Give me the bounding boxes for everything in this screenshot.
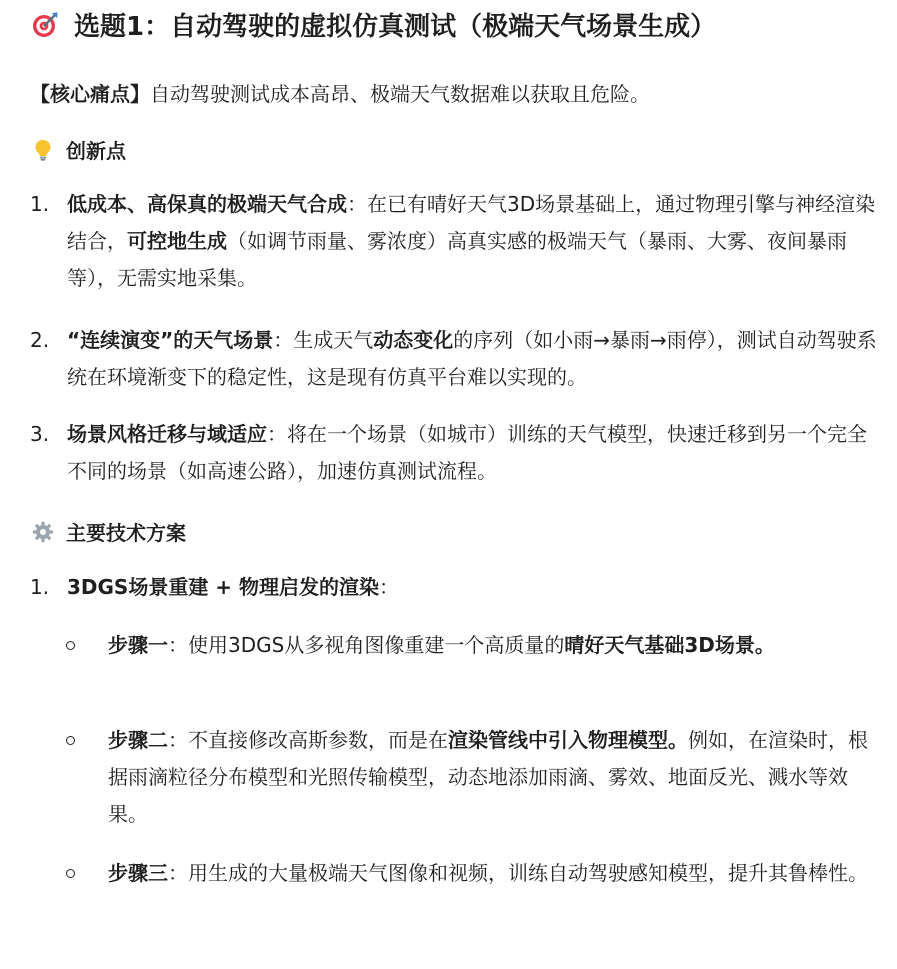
step-text: ：用生成的大量极端天气图像和视频，训练自动驾驶感知模型，提升其鲁棒性。 <box>168 861 868 885</box>
item-text: 的序列（如小雨→暴雨→雨停），测试自动驾驶系统在环境渐变下的稳定性，这是现有仿真平台难以实现的。 <box>67 328 877 389</box>
target-icon <box>30 10 60 40</box>
step-text: ：不直接修改高斯参数，而是在 <box>168 728 448 752</box>
step-item <box>66 627 877 664</box>
hollow-bullet-icon <box>66 736 75 745</box>
list-item <box>30 416 877 490</box>
item-bold-text: 3DGS场景重建 + 物理启发的渲染 <box>67 575 380 599</box>
step-label: 步骤一 <box>108 633 168 657</box>
step-bold-text: 渲染管线中引入物理模型。 <box>448 728 688 752</box>
hollow-bullet-icon <box>66 869 75 878</box>
innovation-heading <box>32 135 126 164</box>
pain-point-text: 自动驾驶测试成本高昂、极端天气数据难以获取且危险。 <box>150 82 650 106</box>
pain-point-paragraph <box>30 78 650 107</box>
lightbulb-icon <box>32 139 54 161</box>
list-number: 3. <box>30 422 50 446</box>
step-item <box>66 855 877 892</box>
step-bold-text: 晴好天气基础3D场景。 <box>564 633 775 657</box>
list-number: 2. <box>30 328 50 352</box>
list-item <box>30 569 877 606</box>
item-text: ： <box>379 575 400 599</box>
step-item <box>66 722 877 833</box>
hollow-bullet-icon <box>66 641 75 650</box>
list-number: 1. <box>30 575 50 599</box>
pain-point-label: 【核心痛点】 <box>30 82 150 106</box>
innovation-heading-text: 创新点 <box>66 139 126 163</box>
step-label: 步骤三 <box>108 861 168 885</box>
list-item <box>30 186 877 297</box>
step-text: ：使用3DGS从多视角图像重建一个高质量的 <box>168 633 565 657</box>
list-number: 1. <box>30 192 50 216</box>
list-item <box>30 322 877 396</box>
page-title-text: 选题1：自动驾驶的虚拟仿真测试（极端天气场景生成） <box>74 12 717 42</box>
item-text: ：在已有晴好天气3D场景基础上，通过物理引擎与神经渲染结合， <box>67 192 876 253</box>
step-text: 例如，在渲染时，根据雨滴粒径分布模型和光照传输模型，动态地添加雨滴、雾效、地面反光、溅水等效果。 <box>108 728 868 826</box>
tech-heading-text: 主要技术方案 <box>66 521 186 545</box>
page-title <box>30 6 716 43</box>
tech-heading <box>32 517 186 546</box>
step-label: 步骤二 <box>108 728 168 752</box>
item-bold-text: 场景风格迁移与域适应 <box>67 422 267 446</box>
gear-icon <box>32 521 54 543</box>
item-bold-text: “连续演变”的天气场景 <box>67 328 274 352</box>
item-text: ：生成天气 <box>273 328 374 352</box>
item-bold-text: 动态变化 <box>373 328 454 352</box>
item-text: ：将在一个场景（如城市）训练的天气模型，快速迁移到另一个完全不同的场景（如高速公路），加速仿真测试流程。 <box>67 422 867 483</box>
item-bold-text: 低成本、高保真的极端天气合成 <box>67 192 347 216</box>
item-bold-text: 可控地生成 <box>127 229 227 253</box>
item-text: （如调节雨量、雾浓度）高真实感的极端天气（暴雨、大雾、夜间暴雨等），无需实地采集。 <box>67 229 847 290</box>
